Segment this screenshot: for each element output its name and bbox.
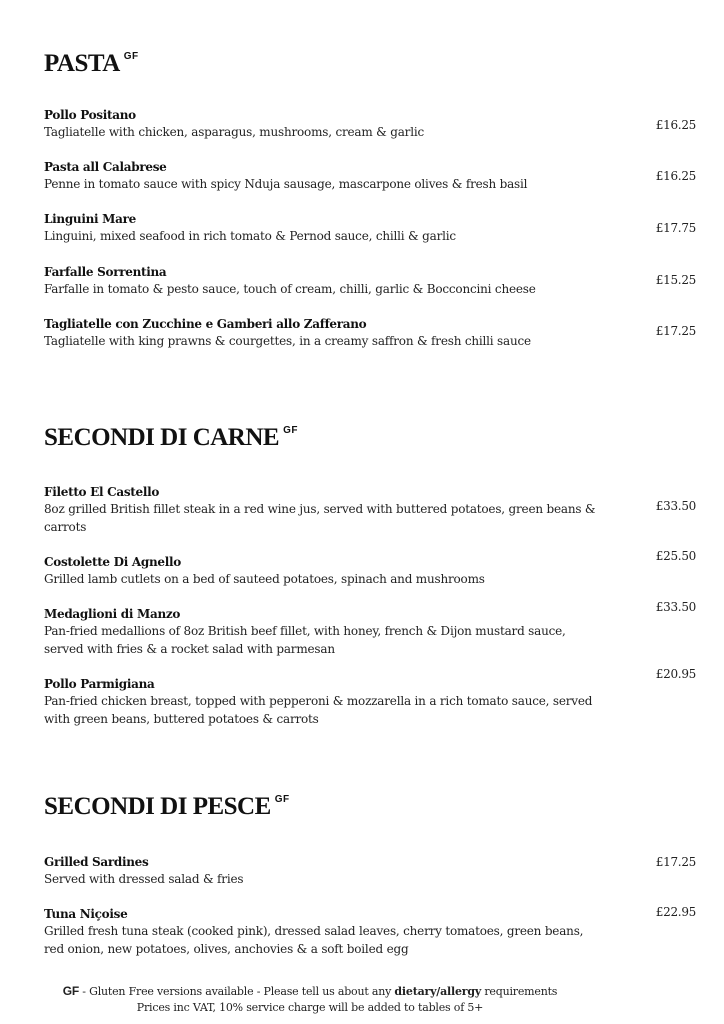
menu-item <box>44 107 604 142</box>
section-heading-secondi-di-carne: SECONDI DI CARNE $^{GF}$ <box>44 424 298 451</box>
menu-item <box>44 211 604 246</box>
menu-item-name: Linguini Mare <box>44 212 136 226</box>
gf-badge: GF <box>274 794 290 805</box>
menu-item-description: Grilled fresh tuna steak (cooked pink), dressed salad leaves, cherry tomatoes, green beans, red onion, new potatoes, olives, anchovies & a soft boiled egg <box>44 924 584 956</box>
menu-item-description: Pan-fried chicken breast, topped with pepperoni & mozzarella in a rich tomato sauce, served with green beans, buttered potatoes & carrots <box>44 694 593 726</box>
section-heading-pasta: PASTA $^{GF}$ <box>44 50 139 77</box>
menu-item-description: 8oz grilled British fillet steak in a red wine jus, served with buttered potatoes, green beans & carrots <box>44 502 596 534</box>
menu-item-description: Penne in tomato sauce with spicy Nduja sausage, mascarpone olives & fresh basil <box>44 177 528 191</box>
gf-badge: GF <box>123 51 139 62</box>
menu-item-description: Pan-fried medallions of 8oz British beef fillet, with honey, french & Dijon mustard sauce, served with fries & a rocket salad with parmesan <box>44 624 566 656</box>
gf-badge: GF <box>283 425 298 436</box>
menu-item <box>44 676 604 728</box>
menu-item <box>44 316 604 351</box>
menu-item-price: £22.95 <box>655 905 696 919</box>
menu-item-price: £17.25 <box>655 855 696 869</box>
menu-item <box>44 159 604 194</box>
menu-item <box>44 264 604 299</box>
menu-item-price: £25.50 <box>655 549 696 563</box>
menu-item-name: Pasta all Calabrese <box>44 160 167 174</box>
menu-item-description: Tagliatelle with king prawns & courgettes, in a creamy saffron & fresh chilli sauce <box>44 334 531 348</box>
gf-label: GF <box>62 984 79 998</box>
menu-item-description: Tagliatelle with chicken, asparagus, mushrooms, cream & garlic <box>44 125 425 139</box>
menu-item <box>44 906 604 958</box>
menu-item-name: Costolette Di Agnello <box>44 555 181 569</box>
menu-item-price: £17.75 <box>655 221 696 235</box>
menu-item-name: Filetto El Castello <box>44 485 160 499</box>
dietary-emphasis: dietary/allergy <box>394 985 482 998</box>
menu-item-description: Linguini, mixed seafood in rich tomato & Pernod sauce, chilli & garlic <box>44 229 456 243</box>
menu-item-name: Grilled Sardines <box>44 855 149 869</box>
menu-item-description: Farfalle in tomato & pesto sauce, touch of cream, chilli, garlic & Bocconcini cheese <box>44 282 536 296</box>
section-heading-secondi-di-pesce: SECONDI DI PESCE $^{GF}$ <box>44 793 290 820</box>
menu-item-price: £20.95 <box>655 667 696 681</box>
menu-item-price: £15.25 <box>655 273 696 287</box>
menu-item-price: £33.50 <box>655 499 696 513</box>
menu-item-name: Farfalle Sorrentina <box>44 265 167 279</box>
menu-item <box>44 854 604 889</box>
menu-item-price: £17.25 <box>655 324 696 338</box>
pricing-note: Prices inc VAT, 10% service charge will be added to tables of 5+ <box>136 1001 484 1014</box>
menu-item-price: £16.25 <box>655 118 696 132</box>
menu-item <box>44 484 604 536</box>
menu-item <box>44 554 604 589</box>
menu-item-description: Served with dressed salad & fries <box>44 872 244 886</box>
menu-item-price: £33.50 <box>655 600 696 614</box>
menu-footer <box>0 983 620 1016</box>
menu-item-name: Tuna Niçoise <box>44 907 128 921</box>
menu-item-name: Medaglioni di Manzo <box>44 607 181 621</box>
menu-item-price: £16.25 <box>655 169 696 183</box>
menu-item-name: Pollo Positano <box>44 108 136 122</box>
menu-item <box>44 606 604 658</box>
dietary-note: GF - Gluten Free versions available - Please tell us about any dietary/allergy requirements <box>62 984 558 998</box>
menu-item-name: Tagliatelle con Zucchine e Gamberi allo Zafferano <box>44 317 367 331</box>
menu-item-description: Grilled lamb cutlets on a bed of sauteed potatoes, spinach and mushrooms <box>44 572 485 586</box>
menu-item-name: Pollo Parmigiana <box>44 677 155 691</box>
